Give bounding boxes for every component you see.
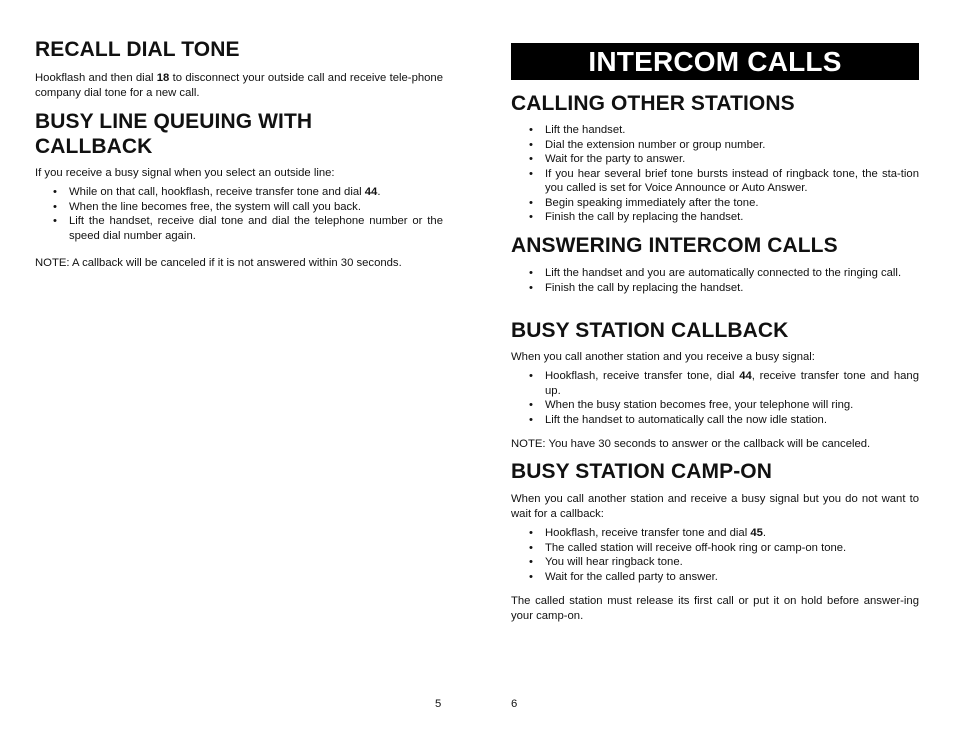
list-item: • The called station will receive off-hook ring or camp-on tone.: [529, 541, 847, 554]
answering-intercom-calls-heading: ANSWERING INTERCOM CALLS: [511, 234, 838, 257]
busy-station-callback-intro: When you call another station and you receive a busy signal:: [511, 351, 815, 363]
bullet-icon: •: [529, 124, 533, 136]
answering-intercom-calls-list: [529, 266, 919, 295]
list-item: • Lift the handset.: [529, 124, 626, 136]
busy-station-camp-on-list: [529, 526, 919, 584]
bullet-icon: •: [529, 541, 533, 554]
page-number: 5: [435, 698, 442, 710]
list-item: • Begin speaking immediately after the tone.: [529, 196, 759, 209]
list-item: • Hookflash, receive transfer tone and dial 45.: [529, 527, 767, 539]
busy-station-camp-on-intro: When you call another station and receive a busy signal but you do not want to wait for a callback:: [511, 493, 919, 520]
busy-line-queuing-list: [53, 185, 443, 243]
list-item: • Lift the handset, receive dial tone and dial the telephone number or the speed dial number again.: [53, 215, 443, 242]
bullet-icon: •: [529, 570, 533, 583]
list-item: • While on that call, hookflash, receive transfer tone and dial 44.: [53, 186, 381, 198]
recall-dial-tone-text: Hookflash and then dial 18 to disconnect your outside call and receive tele-phone company dial tone for a new call.: [35, 72, 443, 99]
busy-line-queuing-intro: If you receive a busy signal when you select an outside line:: [35, 167, 335, 179]
recall-dial-tone-heading: RECALL DIAL TONE: [35, 38, 240, 61]
list-item: • Wait for the party to answer.: [529, 153, 686, 165]
bullet-icon: •: [53, 186, 57, 198]
list-item: • Lift the handset and you are automatically connected to the ringing call.: [529, 267, 902, 279]
list-item: • Finish the call by replacing the handset.: [529, 211, 744, 223]
list-item: • If you hear several brief tone bursts instead of ringback tone, the sta-tion you called is set for Voice Announce or Auto Answer.: [529, 167, 919, 194]
bullet-icon: •: [529, 556, 533, 568]
bullet-icon: •: [529, 281, 533, 294]
list-item: • When the busy station becomes free, your telephone will ring.: [529, 399, 854, 411]
calling-other-stations-heading: CALLING OTHER STATIONS: [511, 92, 795, 115]
bullet-icon: •: [529, 211, 533, 223]
busy-station-callback-list: [529, 369, 919, 427]
busy-station-callback-note: NOTE: You have 30 seconds to answer or the callback will be canceled.: [511, 438, 871, 450]
busy-station-callback-heading: BUSY STATION CALLBACK: [511, 319, 789, 342]
bullet-icon: •: [529, 370, 533, 382]
bullet-icon: •: [529, 399, 533, 411]
list-item: • Dial the extension number or group number.: [529, 138, 766, 151]
bullet-icon: •: [53, 215, 57, 227]
list-item: • When the line becomes free, the system will call you back.: [53, 200, 361, 213]
bullet-icon: •: [529, 196, 533, 209]
list-item: • Finish the call by replacing the handset.: [529, 281, 744, 294]
intercom-calls-banner: INTERCOM CALLS: [511, 43, 919, 80]
busy-line-queuing-note: NOTE: A callback will be canceled if it is not answered within 30 seconds.: [35, 257, 402, 269]
bullet-icon: •: [529, 153, 533, 165]
list-item: • Wait for the called party to answer.: [529, 570, 718, 583]
busy-station-camp-on-heading: BUSY STATION CAMP-ON: [511, 460, 773, 483]
page-number: 6: [511, 698, 518, 710]
busy-line-queuing-heading: BUSY LINE QUEUING WITH CALLBACK: [35, 110, 313, 158]
bullet-icon: •: [529, 267, 533, 279]
busy-station-camp-on-closing: The called station must release its first call or put it on hold before answer-ing your camp-on.: [511, 595, 919, 622]
bullet-icon: •: [529, 413, 533, 426]
bullet-icon: •: [529, 167, 533, 180]
list-item: • Lift the handset to automatically call the now idle station.: [529, 413, 827, 426]
bullet-icon: •: [53, 200, 57, 213]
list-item: • You will hear ringback tone.: [529, 556, 683, 568]
list-item: • Hookflash, receive transfer tone, dial 44, receive transfer tone and hang up.: [529, 370, 919, 397]
bullet-icon: •: [529, 527, 533, 539]
bullet-icon: •: [529, 138, 533, 151]
calling-other-stations-list: [529, 123, 919, 225]
